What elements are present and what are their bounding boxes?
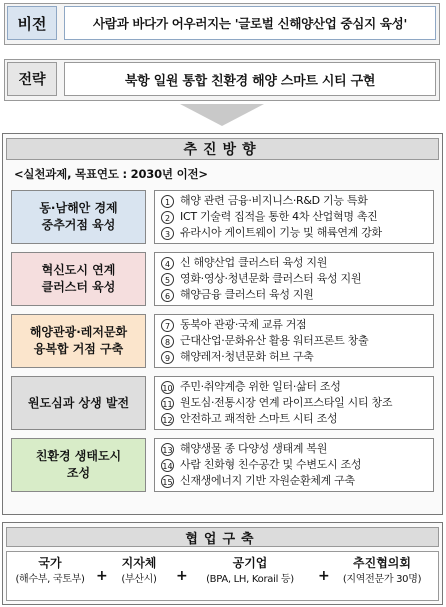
task-item: [161, 349, 433, 365]
task-item: [161, 379, 433, 395]
task-number: 14: [161, 459, 174, 472]
task-text: 안전하고 쾌적한 스마트 시티 조성: [180, 412, 338, 425]
partner-national: [10, 554, 90, 587]
cooperation-title: 협업구축: [6, 527, 439, 547]
goal-label: [42, 262, 116, 296]
task-number: 6: [161, 289, 174, 302]
task-item: [161, 333, 433, 349]
task-number: 12: [161, 413, 174, 426]
task-number: 1: [161, 195, 174, 208]
task-number: 3: [161, 227, 174, 240]
partner-detail: (부산시): [121, 574, 157, 585]
vision-text: 사람과 바다가 어우러지는 '글로벌 신해양산업 중심지 육성': [64, 6, 436, 40]
goal-line: 혁신도시 연계: [41, 263, 116, 277]
strategy-text: 북항 일원 통합 친환경 해양 스마트 시티 구현: [64, 62, 436, 96]
plus-sign: +: [176, 568, 188, 584]
goal-box: [11, 314, 146, 368]
goal-label: [28, 395, 129, 412]
task-number: 11: [161, 397, 174, 410]
task-list: [154, 314, 434, 368]
task-number: 9: [161, 351, 174, 364]
goal-line: 원도심과 상생 발전: [27, 395, 130, 410]
task-item: [161, 317, 433, 333]
task-number: 15: [161, 475, 174, 488]
task-item: [161, 395, 433, 411]
task-text: 신 해양산업 클러스터 육성 지원: [180, 256, 328, 269]
task-number: 13: [161, 443, 174, 456]
goal-box: [11, 438, 146, 492]
task-number: 4: [161, 257, 174, 270]
goal-line: 동·남해안 경제: [39, 201, 118, 215]
task-item: [161, 411, 433, 427]
task-item: [161, 209, 433, 225]
plus-sign: +: [96, 568, 108, 584]
task-item: [161, 457, 433, 473]
goal-box: [11, 190, 146, 244]
partner-public-corp: [186, 554, 314, 587]
task-number: 7: [161, 319, 174, 332]
task-text: 사람 친화형 친수공간 및 수변도시 조성: [180, 458, 362, 471]
goal-label: [39, 200, 117, 234]
partner-name: 추진협의회: [353, 556, 411, 570]
goal-box: [11, 252, 146, 306]
task-text: 신재생에너지 기반 자원순환체계 구축: [180, 474, 355, 487]
partner-name: 지자체: [121, 556, 157, 570]
direction-title: 추진방향: [6, 138, 439, 160]
goal-line: 클러스터 육성: [41, 280, 116, 294]
task-text: 영화·영상·청년문화 클러스터 육성 지원: [180, 272, 362, 285]
task-text: 해양생물 종 다양성 생태계 복원: [180, 442, 328, 455]
goal-line: 조성: [66, 466, 91, 480]
task-item: [161, 441, 433, 457]
vision-tag: 비전: [7, 6, 57, 40]
goal-line: 융복합 거점 구축: [33, 342, 124, 356]
task-item: [161, 225, 433, 241]
goal-label: [30, 324, 127, 358]
task-number: 10: [161, 381, 174, 394]
direction-subtitle: <실천과제, 목표연도 : 2030년 이전>: [14, 167, 208, 181]
task-text: 유라시아 게이트웨이 기능 및 해륙연계 강화: [180, 226, 382, 239]
task-item: [161, 255, 433, 271]
task-item: [161, 193, 433, 209]
task-number: 8: [161, 335, 174, 348]
partner-detail: (지역전문가 30명): [342, 574, 422, 585]
partner-local-gov: [108, 554, 170, 587]
partner-detail: (해수부, 국토부): [15, 574, 85, 585]
goal-line: 해양관광·레저문화: [29, 325, 128, 339]
task-item: [161, 287, 433, 303]
goal-line: 중추거점 육성: [41, 218, 116, 232]
partner-council: [328, 554, 436, 587]
task-text: 동북아 관광·국제 교류 거점: [180, 318, 307, 331]
task-list: [154, 190, 434, 244]
plus-sign: +: [318, 568, 330, 584]
strategy-tag: 전략: [7, 62, 57, 96]
task-text: 근대산업·문화유산 활용 워터프론트 창출: [180, 334, 369, 347]
task-number: 5: [161, 273, 174, 286]
task-text: 해양레저·청년문화 허브 구축: [180, 350, 314, 363]
task-list: [154, 438, 434, 492]
task-number: 2: [161, 211, 174, 224]
down-arrow-icon: [180, 104, 264, 126]
partner-name: 국가: [38, 556, 62, 570]
partner-name: 공기업: [232, 556, 268, 570]
goal-line: 친환경 생태도시: [35, 449, 122, 463]
task-item: [161, 473, 433, 489]
goal-box: [11, 376, 146, 430]
task-text: 주민·취약계층 위한 일터·삶터 조성: [180, 380, 341, 393]
task-list: [154, 252, 434, 306]
task-item: [161, 271, 433, 287]
task-text: 해양 관련 금융·비지니스·R&D 기능 특화: [180, 194, 368, 207]
task-list: [154, 376, 434, 430]
task-text: 원도심·전통시장 연계 라이프스타일 시티 창조: [180, 396, 393, 409]
task-text: 해양금융 클러스터 육성 지원: [180, 288, 314, 301]
goal-label: [36, 448, 121, 482]
partner-detail: (BPA, LH, Korail 등): [206, 574, 294, 585]
task-text: ICT 기술력 집적을 통한 4차 산업혁명 촉진: [180, 210, 378, 223]
